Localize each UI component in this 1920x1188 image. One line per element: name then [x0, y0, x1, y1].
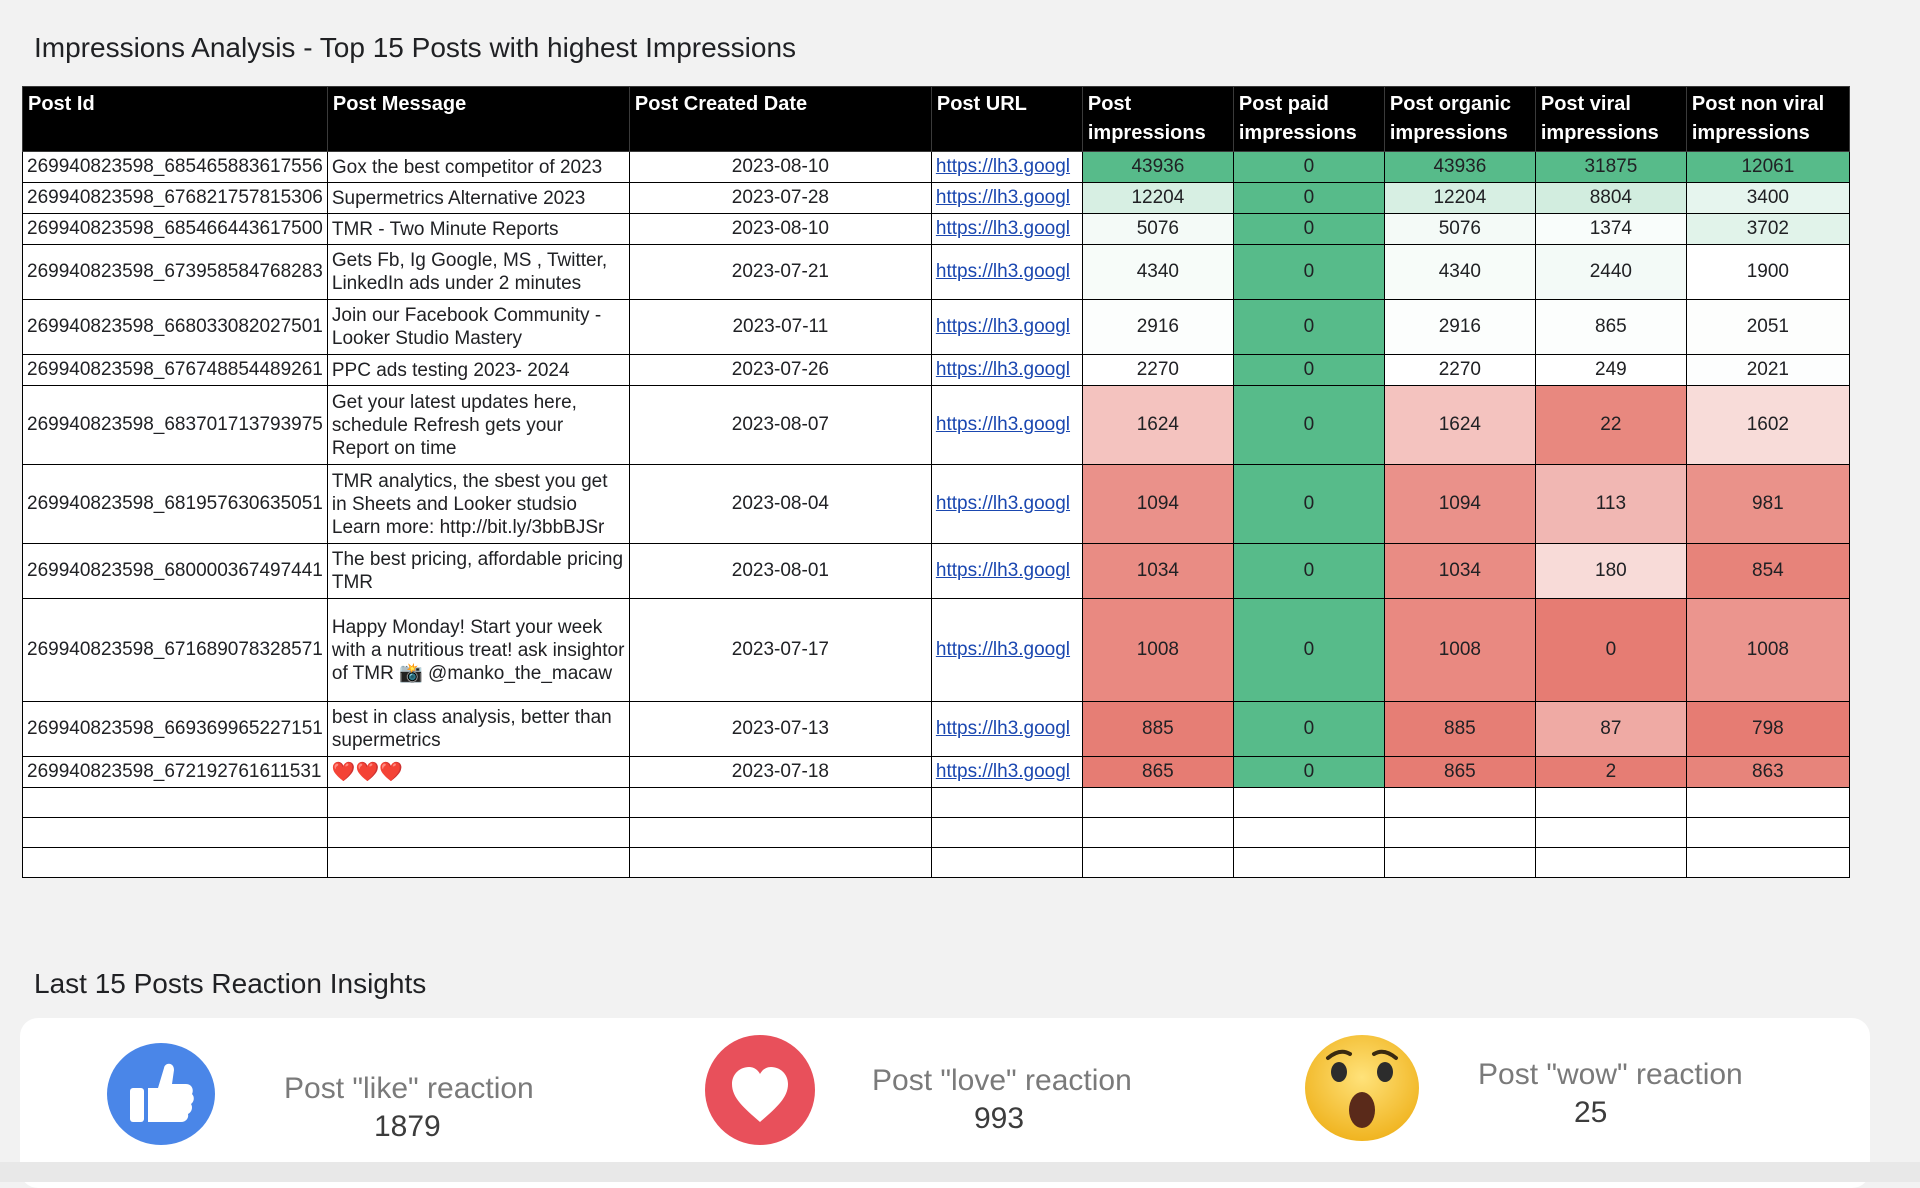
organic-impressions-cell: 1034 — [1384, 544, 1535, 599]
table-row — [23, 152, 1850, 183]
post-message-cell: Supermetrics Alternative 2023 — [327, 183, 629, 214]
empty-cell — [23, 848, 328, 878]
table-row — [23, 183, 1850, 214]
viral-impressions-cell: 2440 — [1535, 245, 1686, 300]
post-id-cell: 269940823598_673958584768283 — [23, 245, 328, 300]
paid-impressions-cell: 0 — [1233, 544, 1384, 599]
post-message-cell: The best pricing, affordable pricing TMR — [327, 544, 629, 599]
impressions-cell: 4340 — [1082, 245, 1233, 300]
non-viral-impressions-cell: 798 — [1686, 702, 1849, 757]
like-reaction-count: 1879 — [374, 1110, 441, 1143]
non-viral-impressions-cell: 3702 — [1686, 214, 1849, 245]
organic-impressions-cell: 5076 — [1384, 214, 1535, 245]
table-row — [23, 355, 1850, 386]
impressions-cell: 865 — [1082, 757, 1233, 788]
organic-impressions-cell: 1624 — [1384, 386, 1535, 465]
viral-impressions-cell: 180 — [1535, 544, 1686, 599]
post-url-link[interactable]: https://lh3.googl — [931, 465, 1082, 544]
empty-cell — [1082, 848, 1233, 878]
post-message-cell: Gets Fb, Ig Google, MS , Twitter, LinkedIn ads under 2 minutes — [327, 245, 629, 300]
table-row — [23, 702, 1850, 757]
post-url-link[interactable]: https://lh3.googl — [931, 183, 1082, 214]
table-row — [23, 245, 1850, 300]
post-message-cell: best in class analysis, better than supermetrics — [327, 702, 629, 757]
organic-impressions-cell: 43936 — [1384, 152, 1535, 183]
empty-row — [23, 818, 1850, 848]
heart-icon — [704, 1034, 816, 1146]
post-id-cell: 269940823598_683701713793975 — [23, 386, 328, 465]
empty-cell — [1233, 848, 1384, 878]
paid-impressions-cell: 0 — [1233, 599, 1384, 702]
post-url-link[interactable]: https://lh3.googl — [931, 702, 1082, 757]
impressions-title: Impressions Analysis - Top 15 Posts with highest Impressions — [34, 32, 797, 63]
post-url-link[interactable]: https://lh3.googl — [931, 214, 1082, 245]
empty-cell — [629, 788, 931, 818]
paid-impressions-cell: 0 — [1233, 757, 1384, 788]
reactions-title: Last 15 Posts Reaction Insights — [34, 968, 427, 999]
post-date-cell: 2023-07-26 — [629, 355, 931, 386]
header-post-viral-impressions[interactable]: Post viral impressions — [1535, 87, 1686, 152]
empty-cell — [629, 818, 931, 848]
table-row — [23, 214, 1850, 245]
paid-impressions-cell: 0 — [1233, 245, 1384, 300]
empty-cell — [327, 788, 629, 818]
empty-cell — [629, 848, 931, 878]
post-date-cell: 2023-07-21 — [629, 245, 931, 300]
impressions-cell: 1034 — [1082, 544, 1233, 599]
viral-impressions-cell: 87 — [1535, 702, 1686, 757]
empty-row — [23, 848, 1850, 878]
viral-impressions-cell: 22 — [1535, 386, 1686, 465]
post-id-cell: 269940823598_676821757815306 — [23, 183, 328, 214]
post-date-cell: 2023-08-10 — [629, 214, 931, 245]
post-message-cell: TMR - Two Minute Reports — [327, 214, 629, 245]
empty-cell — [1384, 848, 1535, 878]
post-id-cell: 269940823598_681957630635051 — [23, 465, 328, 544]
non-viral-impressions-cell: 3400 — [1686, 183, 1849, 214]
viral-impressions-cell: 249 — [1535, 355, 1686, 386]
table-row — [23, 757, 1850, 788]
organic-impressions-cell: 885 — [1384, 702, 1535, 757]
empty-cell — [1082, 788, 1233, 818]
empty-cell — [1233, 788, 1384, 818]
empty-cell — [1384, 818, 1535, 848]
impressions-cell: 1008 — [1082, 599, 1233, 702]
empty-cell — [23, 788, 328, 818]
post-id-cell: 269940823598_676748854489261 — [23, 355, 328, 386]
non-viral-impressions-cell: 2021 — [1686, 355, 1849, 386]
non-viral-impressions-cell: 12061 — [1686, 152, 1849, 183]
post-id-cell: 269940823598_680000367497441 — [23, 544, 328, 599]
header-post-impressions[interactable]: Post impressions — [1082, 87, 1233, 152]
post-date-cell: 2023-07-18 — [629, 757, 931, 788]
header-post-non-viral-impressions[interactable]: Post non viral impressions — [1686, 87, 1849, 152]
empty-cell — [931, 848, 1082, 878]
paid-impressions-cell: 0 — [1233, 386, 1384, 465]
empty-cell — [1535, 818, 1686, 848]
post-url-link[interactable]: https://lh3.googl — [931, 355, 1082, 386]
post-url-link[interactable]: https://lh3.googl — [931, 757, 1082, 788]
impressions-cell: 5076 — [1082, 214, 1233, 245]
impressions-cell: 1094 — [1082, 465, 1233, 544]
wow-face-icon — [1304, 1034, 1420, 1142]
post-date-cell: 2023-08-01 — [629, 544, 931, 599]
wow-reaction-label: Post "wow" reaction — [1478, 1058, 1743, 1091]
viral-impressions-cell: 1374 — [1535, 214, 1686, 245]
empty-cell — [1686, 788, 1849, 818]
bottom-edge — [0, 1162, 1920, 1182]
post-date-cell: 2023-07-17 — [629, 599, 931, 702]
viral-impressions-cell: 2 — [1535, 757, 1686, 788]
empty-cell — [327, 818, 629, 848]
post-message-cell: Join our Facebook Community - Looker Studio Mastery — [327, 300, 629, 355]
post-date-cell: 2023-07-28 — [629, 183, 931, 214]
impressions-cell: 1624 — [1082, 386, 1233, 465]
non-viral-impressions-cell: 981 — [1686, 465, 1849, 544]
table-row — [23, 300, 1850, 355]
paid-impressions-cell: 0 — [1233, 300, 1384, 355]
header-row — [23, 87, 1850, 152]
header-post-url[interactable]: Post URL — [931, 87, 1082, 152]
table-row — [23, 544, 1850, 599]
post-message-cell: PPC ads testing 2023- 2024 — [327, 355, 629, 386]
impressions-cell: 43936 — [1082, 152, 1233, 183]
non-viral-impressions-cell: 854 — [1686, 544, 1849, 599]
empty-cell — [1233, 818, 1384, 848]
non-viral-impressions-cell: 2051 — [1686, 300, 1849, 355]
wow-reaction-count: 25 — [1574, 1096, 1608, 1129]
post-id-cell: 269940823598_668033082027501 — [23, 300, 328, 355]
paid-impressions-cell: 0 — [1233, 702, 1384, 757]
post-url-link[interactable]: https://lh3.googl — [931, 152, 1082, 183]
paid-impressions-cell: 0 — [1233, 183, 1384, 214]
post-date-cell: 2023-08-04 — [629, 465, 931, 544]
paid-impressions-cell: 0 — [1233, 355, 1384, 386]
post-id-cell: 269940823598_685466443617500 — [23, 214, 328, 245]
header-post-message[interactable]: Post Message — [327, 87, 629, 152]
love-reaction-label: Post "love" reaction — [872, 1064, 1132, 1097]
post-date-cell: 2023-07-11 — [629, 300, 931, 355]
empty-cell — [1384, 788, 1535, 818]
empty-cell — [23, 818, 328, 848]
header-post-paid-impressions[interactable]: Post paid impressions — [1233, 87, 1384, 152]
organic-impressions-cell: 1008 — [1384, 599, 1535, 702]
post-id-cell: 269940823598_672192761611531 — [23, 757, 328, 788]
organic-impressions-cell: 865 — [1384, 757, 1535, 788]
post-url-link[interactable]: https://lh3.googl — [931, 386, 1082, 465]
header-post-organic-impressions[interactable]: Post organic impressions — [1384, 87, 1535, 152]
impressions-cell: 2270 — [1082, 355, 1233, 386]
paid-impressions-cell: 0 — [1233, 152, 1384, 183]
post-id-cell: 269940823598_669369965227151 — [23, 702, 328, 757]
like-reaction-label: Post "like" reaction — [284, 1072, 534, 1105]
post-url-link[interactable]: https://lh3.googl — [931, 300, 1082, 355]
post-date-cell: 2023-08-07 — [629, 386, 931, 465]
post-message-cell: Get your latest updates here, schedule Refresh gets your Report on time — [327, 386, 629, 465]
viral-impressions-cell: 8804 — [1535, 183, 1686, 214]
empty-cell — [327, 848, 629, 878]
paid-impressions-cell: 0 — [1233, 214, 1384, 245]
post-message-cell: Happy Monday! Start your week with a nutritious treat! ask insightor of TMR 📸 @manko_the_macaw — [327, 599, 629, 702]
empty-cell — [1535, 848, 1686, 878]
organic-impressions-cell: 4340 — [1384, 245, 1535, 300]
post-url-link[interactable]: https://lh3.googl — [931, 544, 1082, 599]
post-url-link[interactable]: https://lh3.googl — [931, 245, 1082, 300]
post-message-cell: Gox the best competitor of 2023 — [327, 152, 629, 183]
empty-cell — [1686, 818, 1849, 848]
post-message-cell: TMR analytics, the sbest you get in Sheets and Looker studsio Learn more: http://bit.ly/3bbBJSr — [327, 465, 629, 544]
viral-impressions-cell: 31875 — [1535, 152, 1686, 183]
table-row — [23, 599, 1850, 702]
non-viral-impressions-cell: 1602 — [1686, 386, 1849, 465]
organic-impressions-cell: 2916 — [1384, 300, 1535, 355]
empty-row — [23, 788, 1850, 818]
header-post-created-date[interactable]: Post Created Date — [629, 87, 931, 152]
non-viral-impressions-cell: 1008 — [1686, 599, 1849, 702]
table-row — [23, 465, 1850, 544]
thumbs-up-icon — [106, 1042, 216, 1146]
organic-impressions-cell: 2270 — [1384, 355, 1535, 386]
non-viral-impressions-cell: 863 — [1686, 757, 1849, 788]
post-date-cell: 2023-08-10 — [629, 152, 931, 183]
viral-impressions-cell: 865 — [1535, 300, 1686, 355]
organic-impressions-cell: 12204 — [1384, 183, 1535, 214]
post-url-link[interactable]: https://lh3.googl — [931, 599, 1082, 702]
impressions-table — [22, 86, 1850, 878]
non-viral-impressions-cell: 1900 — [1686, 245, 1849, 300]
organic-impressions-cell: 1094 — [1384, 465, 1535, 544]
post-id-cell: 269940823598_671689078328571 — [23, 599, 328, 702]
impressions-cell: 2916 — [1082, 300, 1233, 355]
empty-cell — [931, 788, 1082, 818]
empty-cell — [1535, 788, 1686, 818]
viral-impressions-cell: 0 — [1535, 599, 1686, 702]
post-date-cell: 2023-07-13 — [629, 702, 931, 757]
header-post-id[interactable]: Post Id — [23, 87, 328, 152]
impressions-cell: 12204 — [1082, 183, 1233, 214]
empty-cell — [1686, 848, 1849, 878]
viral-impressions-cell: 113 — [1535, 465, 1686, 544]
empty-cell — [1082, 818, 1233, 848]
post-id-cell: 269940823598_685465883617556 — [23, 152, 328, 183]
paid-impressions-cell: 0 — [1233, 465, 1384, 544]
post-message-cell: ❤️❤️❤️ — [327, 757, 629, 788]
love-reaction-count: 993 — [974, 1102, 1025, 1135]
empty-cell — [931, 818, 1082, 848]
table-row — [23, 386, 1850, 465]
impressions-cell: 885 — [1082, 702, 1233, 757]
